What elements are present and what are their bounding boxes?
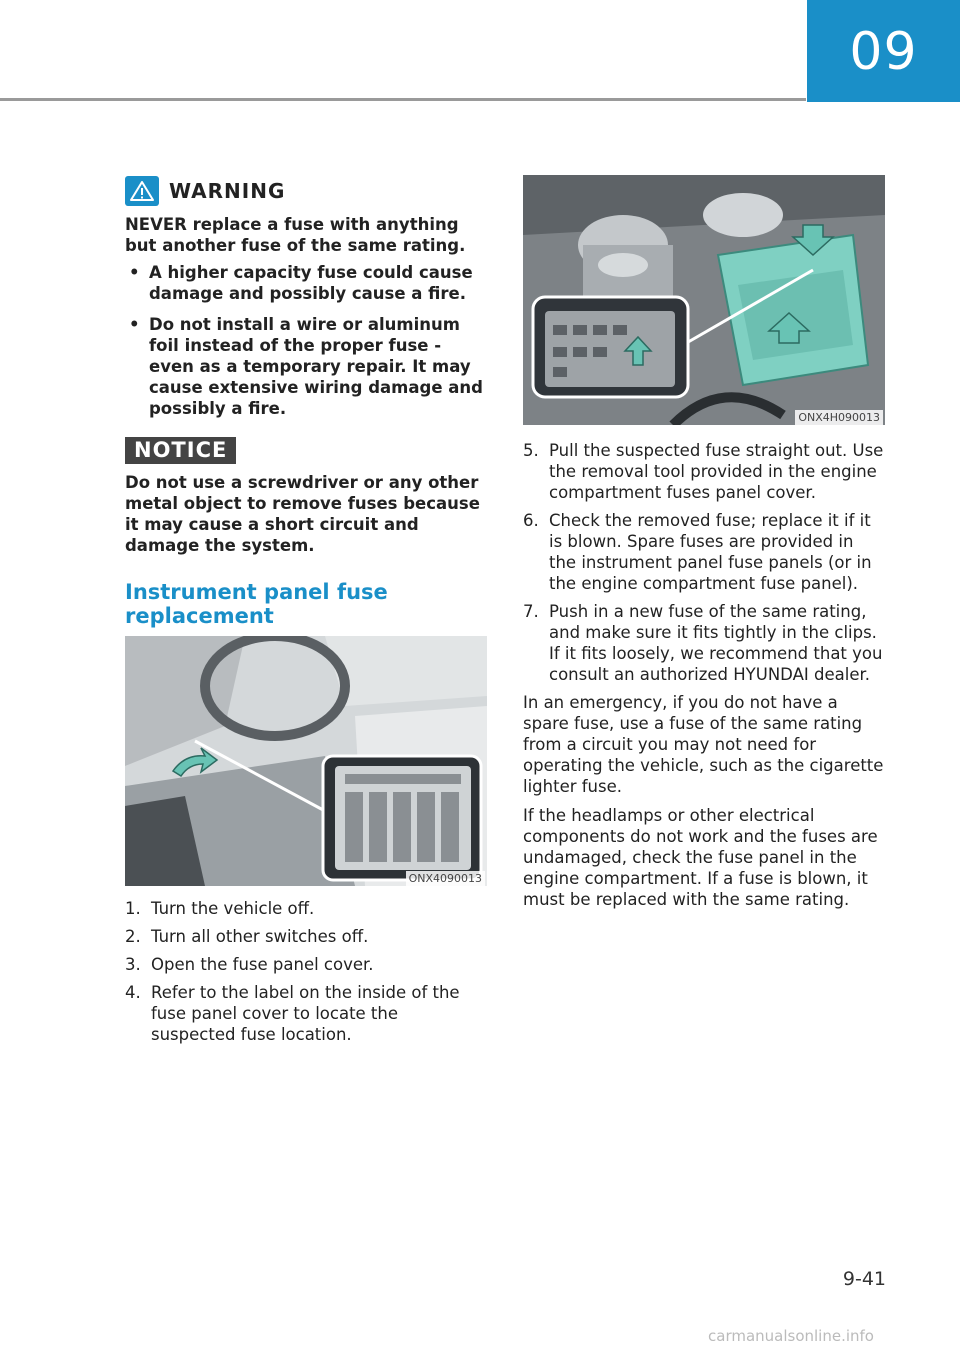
image-code-instrument: ONX4090013 (406, 871, 485, 886)
step-item (523, 510, 885, 594)
notice-text: Do not use a screwdriver or any other metal object to remove fuses because it may cause a short circuit and damage the system. (125, 473, 480, 555)
header-rule (0, 98, 806, 101)
chapter-number: 09 (849, 22, 918, 82)
engine-compartment-photo (523, 175, 885, 425)
step-item (523, 440, 885, 503)
warning-triangle-icon (125, 176, 159, 206)
left-column (125, 176, 487, 628)
step-number: 6. (523, 511, 539, 530)
warning-intro: NEVER replace a fuse with anything but another fuse of the same rating. (125, 215, 466, 255)
step-item (125, 982, 487, 1045)
image-code-engine: ONX4H090013 (795, 410, 883, 425)
right-column (523, 440, 885, 918)
step-number: 5. (523, 441, 539, 460)
left-steps (125, 898, 487, 1052)
chapter-tab (807, 0, 960, 102)
notice-badge: NOTICE (125, 437, 236, 464)
step-text: Open the fuse panel cover. (151, 955, 374, 974)
watermark: carmanualsonline.info (708, 1327, 874, 1345)
step-text: Push in a new fuse of the same rating, and make sure it fits tightly in the clips. If it fits loosely, we recommend that you consult an authorized HYUNDAI dealer. (549, 602, 883, 684)
step-item (523, 601, 885, 685)
instrument-panel-photo (125, 636, 487, 886)
paragraph: In an emergency, if you do not have a spare fuse, use a fuse of the same rating from a circuit you may not need for operating the vehicle, such as the cigarette lighter fuse. (523, 693, 884, 796)
step-text: Refer to the label on the inside of the fuse panel cover to locate the suspected fuse location. (151, 983, 460, 1044)
page-number: 9-41 (842, 1268, 886, 1290)
section-title: Instrument panel fuse replacement (125, 580, 388, 628)
step-text: Pull the suspected fuse straight out. Use the removal tool provided in the engine compartment fuses panel cover. (549, 441, 884, 502)
step-number: 1. (125, 899, 141, 918)
step-item (125, 954, 487, 975)
warning-bullet: • Do not install a wire or aluminum foil instead of the proper fuse - even as a temporary repair. It may cause extensive wiring damage and possibly a fire. (125, 314, 487, 419)
paragraph: If the headlamps or other electrical components do not work and the fuses are undamaged, check the fuse panel in the engine compartment. If a fuse is blown, it must be replaced with the same rating. (523, 806, 878, 909)
step-number: 4. (125, 983, 141, 1002)
warning-title: WARNING (169, 178, 286, 203)
step-text: Check the removed fuse; replace it if it is blown. Spare fuses are provided in the instrument panel fuse panels (or in the engine compartment fuse panel). (549, 511, 872, 593)
step-text: Turn all other switches off. (151, 927, 369, 946)
warning-header (125, 176, 487, 206)
step-number: 3. (125, 955, 141, 974)
step-number: 2. (125, 927, 141, 946)
step-item (125, 926, 487, 947)
warning-bullet: • A higher capacity fuse could cause damage and possibly cause a fire. (125, 262, 487, 304)
step-number: 7. (523, 602, 539, 621)
warning-bullets (125, 262, 487, 419)
step-text: Turn the vehicle off. (151, 899, 315, 918)
step-item (125, 898, 487, 919)
